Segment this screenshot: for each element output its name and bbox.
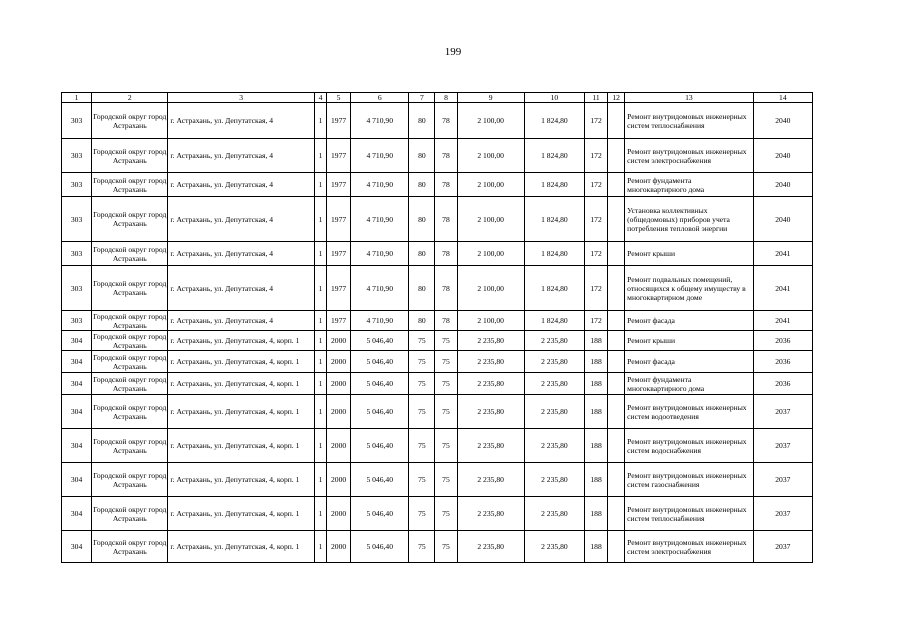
- address-cell: г. Астрахань, ул. Депутатская, 4: [168, 139, 315, 173]
- col-header-7: 7: [409, 93, 435, 103]
- apartments-count-cell: 75: [409, 331, 435, 351]
- residents-count-cell: 75: [435, 497, 457, 531]
- residential-area-cell: 2 235,80: [524, 429, 584, 463]
- repair-work-type-cell: Ремонт крыши: [625, 242, 754, 266]
- table-row: [62, 351, 813, 373]
- table-row: [62, 173, 813, 197]
- municipality-cell: Городской округ город Астрахань: [92, 266, 168, 311]
- planned-year-cell: 2037: [753, 463, 812, 497]
- repair-work-type-cell: Ремонт фасада: [625, 311, 754, 331]
- apartments-count-cell: 75: [409, 531, 435, 563]
- row-number-cell: 304: [62, 395, 92, 429]
- apartments-count-cell: 80: [409, 266, 435, 311]
- cost-limit-cell: 172: [585, 266, 608, 311]
- total-area-cell: 5 046,40: [351, 463, 409, 497]
- living-area-cell: 2 235,80: [457, 395, 524, 429]
- municipality-cell: Городской округ город Астрахань: [92, 395, 168, 429]
- planned-year-cell: 2041: [753, 266, 812, 311]
- planned-year-cell: 2037: [753, 395, 812, 429]
- residents-count-cell: 78: [435, 242, 457, 266]
- residential-area-cell: 1 824,80: [524, 139, 584, 173]
- apartments-count-cell: 80: [409, 139, 435, 173]
- total-area-cell: 4 710,90: [351, 139, 409, 173]
- table-row: [62, 242, 813, 266]
- col-header-13: 13: [625, 93, 754, 103]
- address-cell: г. Астрахань, ул. Депутатская, 4, корп. 1: [168, 331, 315, 351]
- residents-count-cell: 75: [435, 331, 457, 351]
- apartments-count-cell: 75: [409, 497, 435, 531]
- residential-area-cell: 1 824,80: [524, 103, 584, 139]
- total-area-cell: 5 046,40: [351, 351, 409, 373]
- cost-limit-cell: 172: [585, 173, 608, 197]
- year-built-cell: 2000: [327, 429, 351, 463]
- row-number-cell: 304: [62, 463, 92, 497]
- col-header-3: 3: [168, 93, 315, 103]
- row-number-cell: 303: [62, 311, 92, 331]
- total-area-cell: 4 710,90: [351, 197, 409, 242]
- table-row: [62, 311, 813, 331]
- apartments-count-cell: 75: [409, 395, 435, 429]
- address-cell: г. Астрахань, ул. Депутатская, 4, корп. 1: [168, 531, 315, 563]
- blank-cell-cell: [608, 373, 625, 395]
- buildings-count-cell: 1: [314, 103, 326, 139]
- planned-year-cell: 2037: [753, 429, 812, 463]
- table-row: [62, 197, 813, 242]
- col-header-8: 8: [435, 93, 457, 103]
- blank-cell-cell: [608, 395, 625, 429]
- apartments-count-cell: 80: [409, 173, 435, 197]
- total-area-cell: 4 710,90: [351, 103, 409, 139]
- table-row: [62, 463, 813, 497]
- cost-limit-cell: 172: [585, 197, 608, 242]
- blank-cell-cell: [608, 531, 625, 563]
- table-row: [62, 331, 813, 351]
- residents-count-cell: 75: [435, 395, 457, 429]
- buildings-count-cell: 1: [314, 311, 326, 331]
- address-cell: г. Астрахань, ул. Депутатская, 4, корп. 1: [168, 429, 315, 463]
- year-built-cell: 2000: [327, 395, 351, 429]
- year-built-cell: 1977: [327, 311, 351, 331]
- repair-work-type-cell: Ремонт фасада: [625, 351, 754, 373]
- municipality-cell: Городской округ город Астрахань: [92, 242, 168, 266]
- capital-repair-table: [61, 92, 813, 563]
- municipality-cell: Городской округ город Астрахань: [92, 139, 168, 173]
- municipality-cell: Городской округ город Астрахань: [93, 311, 167, 330]
- total-area-cell: 4 710,90: [351, 266, 409, 311]
- municipality-cell: Городской округ город Астрахань: [92, 429, 168, 463]
- repair-work-type-cell: Ремонт подвальных помещений, относящихся к общему имуществу в многоквартирном доме: [625, 266, 754, 311]
- buildings-count-cell: 1: [314, 139, 326, 173]
- table-row: [62, 395, 813, 429]
- living-area-cell: 2 100,00: [457, 266, 524, 311]
- municipality-cell: Городской округ город Астрахань: [93, 331, 167, 350]
- repair-work-type-cell: Ремонт крыши: [625, 331, 754, 351]
- residents-count-cell: 78: [435, 103, 457, 139]
- address-cell: г. Астрахань, ул. Депутатская, 4, корп. 1: [168, 351, 315, 373]
- page-number: 199: [444, 46, 462, 58]
- municipality-cell: Городской округ город Астрахань: [92, 103, 168, 139]
- table-row: [62, 497, 813, 531]
- planned-year-cell: 2040: [753, 197, 812, 242]
- repair-work-type-cell: Установка коллективных (общедомовых) приборов учета потребления тепловой энергии: [625, 197, 754, 242]
- cost-limit-cell: 172: [585, 103, 608, 139]
- address-cell: г. Астрахань, ул. Депутатская, 4: [168, 103, 315, 139]
- row-number-cell: 303: [62, 242, 92, 266]
- municipality-cell: Городской округ город Астрахань: [92, 173, 168, 197]
- living-area-cell: 2 100,00: [457, 103, 524, 139]
- address-cell: г. Астрахань, ул. Депутатская, 4, корп. 1: [168, 395, 315, 429]
- row-number-cell: 303: [62, 173, 92, 197]
- year-built-cell: 2000: [327, 373, 351, 395]
- apartments-count-cell: 80: [409, 103, 435, 139]
- row-number-cell: 304: [62, 331, 92, 351]
- table-row: [62, 373, 813, 395]
- living-area-cell: 2 235,80: [457, 351, 524, 373]
- address-cell: г. Астрахань, ул. Депутатская, 4: [168, 311, 315, 331]
- apartments-count-cell: 75: [409, 373, 435, 395]
- year-built-cell: 1977: [327, 242, 351, 266]
- living-area-cell: 2 235,80: [457, 531, 524, 563]
- residents-count-cell: 78: [435, 173, 457, 197]
- cost-limit-cell: 188: [585, 395, 608, 429]
- residents-count-cell: 78: [435, 311, 457, 331]
- column-number-row: [62, 93, 813, 103]
- total-area-cell: 5 046,40: [351, 497, 409, 531]
- planned-year-cell: 2040: [753, 103, 812, 139]
- residential-area-cell: 2 235,80: [524, 395, 584, 429]
- table-row: [62, 103, 813, 139]
- year-built-cell: 1977: [327, 197, 351, 242]
- municipality-cell: Городской округ город Астрахань: [93, 352, 167, 371]
- total-area-cell: 5 046,40: [351, 429, 409, 463]
- planned-year-cell: 2037: [753, 497, 812, 531]
- address-cell: г. Астрахань, ул. Депутатская, 4, корп. 1: [168, 373, 315, 395]
- buildings-count-cell: 1: [314, 197, 326, 242]
- residential-area-cell: 1 824,80: [524, 197, 584, 242]
- residents-count-cell: 75: [435, 531, 457, 563]
- residents-count-cell: 75: [435, 429, 457, 463]
- address-cell: г. Астрахань, ул. Депутатская, 4, корп. 1: [168, 497, 315, 531]
- repair-work-type-cell: Ремонт внутридомовых инженерных систем электроснабжения: [625, 531, 754, 563]
- residential-area-cell: 1 824,80: [524, 266, 584, 311]
- address-cell: г. Астрахань, ул. Депутатская, 4: [168, 242, 315, 266]
- planned-year-cell: 2037: [753, 531, 812, 563]
- cost-limit-cell: 188: [585, 429, 608, 463]
- apartments-count-cell: 75: [409, 351, 435, 373]
- row-number-cell: 304: [62, 373, 92, 395]
- living-area-cell: 2 235,80: [457, 497, 524, 531]
- municipality-cell: Городской округ город Астрахань: [92, 463, 168, 497]
- residential-area-cell: 2 235,80: [524, 351, 584, 373]
- table-row: [62, 429, 813, 463]
- cost-limit-cell: 188: [585, 531, 608, 563]
- living-area-cell: 2 100,00: [457, 242, 524, 266]
- col-header-11: 11: [585, 93, 608, 103]
- year-built-cell: 1977: [327, 266, 351, 311]
- residents-count-cell: 78: [435, 197, 457, 242]
- col-header-14: 14: [753, 93, 812, 103]
- planned-year-cell: 2040: [753, 139, 812, 173]
- table-row: [62, 531, 813, 563]
- cost-limit-cell: 188: [585, 331, 608, 351]
- year-built-cell: 1977: [327, 173, 351, 197]
- repair-work-type-cell: Ремонт внутридомовых инженерных систем водоснабжения: [625, 429, 754, 463]
- residential-area-cell: 1 824,80: [524, 242, 584, 266]
- repair-work-type-cell: Ремонт внутридомовых инженерных систем водоотведения: [625, 395, 754, 429]
- residential-area-cell: 2 235,80: [524, 373, 584, 395]
- buildings-count-cell: 1: [314, 373, 326, 395]
- apartments-count-cell: 80: [409, 242, 435, 266]
- residents-count-cell: 78: [435, 266, 457, 311]
- year-built-cell: 1977: [327, 139, 351, 173]
- cost-limit-cell: 188: [585, 351, 608, 373]
- row-number-cell: 304: [62, 429, 92, 463]
- buildings-count-cell: 1: [314, 242, 326, 266]
- planned-year-cell: 2041: [753, 311, 812, 331]
- buildings-count-cell: 1: [314, 266, 326, 311]
- year-built-cell: 2000: [327, 351, 351, 373]
- repair-work-type-cell: Ремонт внутридомовых инженерных систем теплоснабжения: [625, 497, 754, 531]
- planned-year-cell: 2036: [753, 351, 812, 373]
- residents-count-cell: 78: [435, 139, 457, 173]
- blank-cell-cell: [608, 497, 625, 531]
- cost-limit-cell: 172: [585, 139, 608, 173]
- row-number-cell: 304: [62, 531, 92, 563]
- repair-work-type-cell: Ремонт фундамента многоквартирного дома: [625, 173, 754, 197]
- living-area-cell: 2 235,80: [457, 429, 524, 463]
- municipality-cell: Городской округ город Астрахань: [92, 531, 168, 563]
- row-number-cell: 303: [62, 139, 92, 173]
- repair-work-type-cell: Ремонт внутридомовых инженерных систем газоснабжения: [625, 463, 754, 497]
- living-area-cell: 2 100,00: [457, 197, 524, 242]
- cost-limit-cell: 188: [585, 463, 608, 497]
- total-area-cell: 5 046,40: [351, 373, 409, 395]
- row-number-cell: 303: [62, 197, 92, 242]
- blank-cell-cell: [608, 429, 625, 463]
- year-built-cell: 2000: [327, 331, 351, 351]
- row-number-cell: 303: [62, 266, 92, 311]
- blank-cell-cell: [608, 266, 625, 311]
- col-header-9: 9: [457, 93, 524, 103]
- apartments-count-cell: 80: [409, 197, 435, 242]
- living-area-cell: 2 235,80: [457, 463, 524, 497]
- col-header-1: 1: [62, 93, 92, 103]
- col-header-6: 6: [351, 93, 409, 103]
- residents-count-cell: 75: [435, 463, 457, 497]
- total-area-cell: 4 710,90: [351, 173, 409, 197]
- total-area-cell: 5 046,40: [351, 531, 409, 563]
- residential-area-cell: 2 235,80: [524, 497, 584, 531]
- residential-area-cell: 1 824,80: [524, 173, 584, 197]
- planned-year-cell: 2041: [753, 242, 812, 266]
- apartments-count-cell: 80: [409, 311, 435, 331]
- buildings-count-cell: 1: [314, 173, 326, 197]
- planned-year-cell: 2036: [753, 331, 812, 351]
- municipality-cell: Городской округ город Астрахань: [92, 197, 168, 242]
- living-area-cell: 2 100,00: [457, 173, 524, 197]
- planned-year-cell: 2040: [753, 173, 812, 197]
- row-number-cell: 303: [62, 103, 92, 139]
- residents-count-cell: 75: [435, 373, 457, 395]
- total-area-cell: 5 046,40: [351, 395, 409, 429]
- buildings-count-cell: 1: [314, 497, 326, 531]
- address-cell: г. Астрахань, ул. Депутатская, 4: [168, 197, 315, 242]
- table-row: [62, 266, 813, 311]
- residential-area-cell: 2 235,80: [524, 463, 584, 497]
- blank-cell-cell: [608, 242, 625, 266]
- year-built-cell: 2000: [327, 497, 351, 531]
- cost-limit-cell: 172: [585, 311, 608, 331]
- buildings-count-cell: 1: [314, 463, 326, 497]
- total-area-cell: 4 710,90: [351, 311, 409, 331]
- table-row: [62, 139, 813, 173]
- row-number-cell: 304: [62, 351, 92, 373]
- living-area-cell: 2 100,00: [457, 139, 524, 173]
- blank-cell-cell: [608, 331, 625, 351]
- row-number-cell: 304: [62, 497, 92, 531]
- residential-area-cell: 2 235,80: [524, 531, 584, 563]
- col-header-12: 12: [608, 93, 625, 103]
- blank-cell-cell: [608, 311, 625, 331]
- apartments-count-cell: 75: [409, 429, 435, 463]
- total-area-cell: 4 710,90: [351, 242, 409, 266]
- address-cell: г. Астрахань, ул. Депутатская, 4: [168, 266, 315, 311]
- address-cell: г. Астрахань, ул. Депутатская, 4: [168, 173, 315, 197]
- planned-year-cell: 2036: [753, 373, 812, 395]
- repair-work-type-cell: Ремонт внутридомовых инженерных систем теплоснабжения: [625, 103, 754, 139]
- municipality-cell: Городской округ город Астрахань: [92, 497, 168, 531]
- blank-cell-cell: [608, 463, 625, 497]
- address-cell: г. Астрахань, ул. Депутатская, 4, корп. 1: [168, 463, 315, 497]
- buildings-count-cell: 1: [314, 351, 326, 373]
- table-body: [62, 93, 813, 563]
- year-built-cell: 2000: [327, 463, 351, 497]
- blank-cell-cell: [608, 139, 625, 173]
- col-header-4: 4: [314, 93, 326, 103]
- cost-limit-cell: 172: [585, 242, 608, 266]
- municipality-cell: Городской округ город Астрахань: [93, 374, 167, 393]
- year-built-cell: 1977: [327, 103, 351, 139]
- cost-limit-cell: 188: [585, 373, 608, 395]
- repair-work-type-cell: Ремонт внутридомовых инженерных систем электроснабжения: [625, 139, 754, 173]
- total-area-cell: 5 046,40: [351, 331, 409, 351]
- buildings-count-cell: 1: [314, 429, 326, 463]
- cost-limit-cell: 188: [585, 497, 608, 531]
- blank-cell-cell: [608, 197, 625, 242]
- blank-cell-cell: [608, 351, 625, 373]
- apartments-count-cell: 75: [409, 463, 435, 497]
- blank-cell-cell: [608, 103, 625, 139]
- buildings-count-cell: 1: [314, 395, 326, 429]
- col-header-10: 10: [524, 93, 584, 103]
- repair-work-type-cell: Ремонт фундамента многоквартирного дома: [625, 373, 754, 395]
- col-header-5: 5: [327, 93, 351, 103]
- living-area-cell: 2 235,80: [457, 373, 524, 395]
- residents-count-cell: 75: [435, 351, 457, 373]
- buildings-count-cell: 1: [314, 331, 326, 351]
- year-built-cell: 2000: [327, 531, 351, 563]
- blank-cell-cell: [608, 173, 625, 197]
- living-area-cell: 2 235,80: [457, 331, 524, 351]
- living-area-cell: 2 100,00: [457, 311, 524, 331]
- buildings-count-cell: 1: [314, 531, 326, 563]
- residential-area-cell: 1 824,80: [524, 311, 584, 331]
- col-header-2: 2: [92, 93, 168, 103]
- residential-area-cell: 2 235,80: [524, 331, 584, 351]
